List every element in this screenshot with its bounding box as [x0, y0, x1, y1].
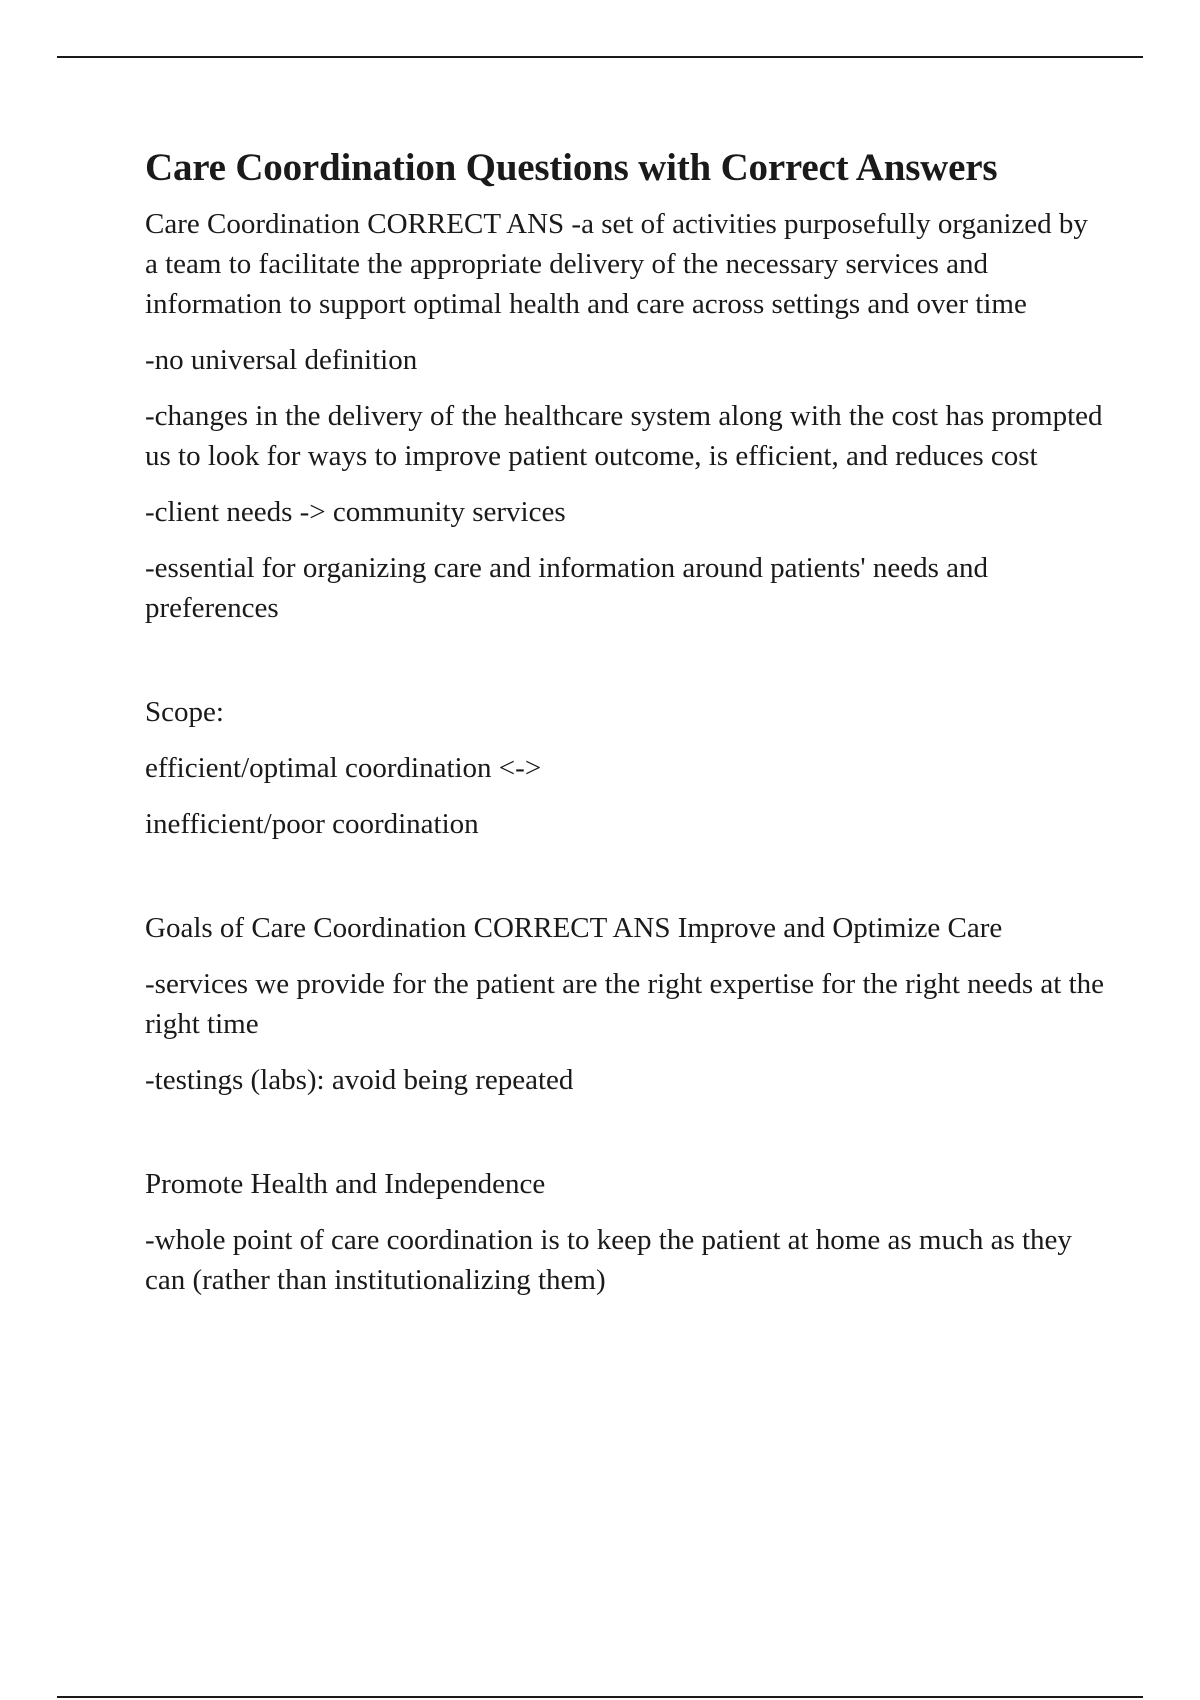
- paragraph-care-coordination-definition: Care Coordination CORRECT ANS -a set of activities purposefully organized by a team to facilitate the appropriate delivery of the necessary services and information to support optimal health and care across settings and over time: [145, 208, 1088, 320]
- document-body: [145, 144, 1105, 1316]
- paragraph-services-right-expertise: -services we provide for the patient are the right expertise for the right needs at the right time: [145, 968, 1105, 1040]
- section-spacer: [145, 1116, 1105, 1164]
- paragraph-scope-heading: Scope:: [145, 696, 224, 728]
- paragraph-changes-in-delivery: -changes in the delivery of the healthcare system along with the cost has prompted us to look for ways to improve patient outcome, is efficient, and reduces cost: [145, 400, 1103, 472]
- paragraph-promote-health: Promote Health and Independence: [145, 1168, 546, 1200]
- top-divider: [57, 56, 1143, 58]
- section-spacer: [145, 644, 1105, 692]
- paragraph-no-universal-definition: -no universal definition: [145, 344, 418, 376]
- document-title: Care Coordination Questions with Correct Answers: [145, 146, 998, 189]
- paragraph-inefficient-coordination: inefficient/poor coordination: [145, 808, 479, 840]
- section-spacer: [145, 860, 1105, 908]
- paragraph-client-needs: -client needs -> community services: [145, 496, 566, 528]
- paragraph-goals-of-care-coordination: Goals of Care Coordination CORRECT ANS Improve and Optimize Care: [145, 912, 1003, 944]
- paragraph-keep-patient-at-home: -whole point of care coordination is to keep the patient at home as much as they can (rather than institutionalizing them): [145, 1224, 1072, 1296]
- bottom-divider: [57, 1696, 1143, 1698]
- paragraph-testings-labs: -testings (labs): avoid being repeated: [145, 1064, 574, 1096]
- paragraph-essential-for-organizing: -essential for organizing care and information around patients' needs and preferences: [145, 552, 988, 624]
- paragraph-efficient-coordination: efficient/optimal coordination <->: [145, 752, 542, 784]
